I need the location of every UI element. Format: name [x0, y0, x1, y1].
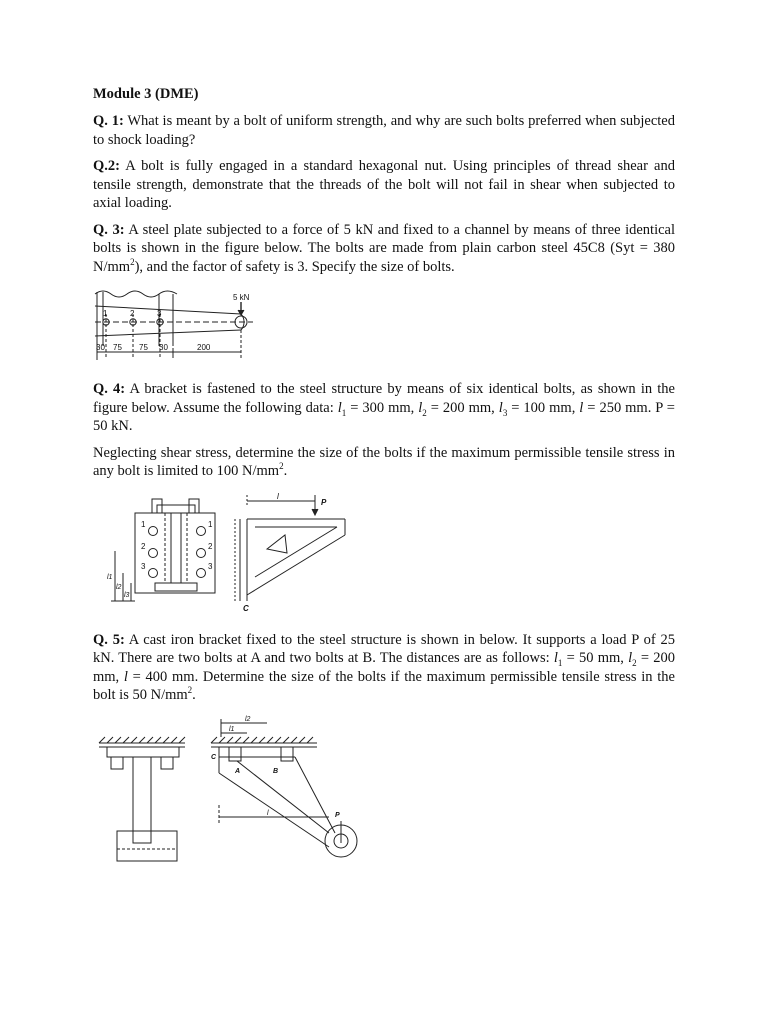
figure-q3-dim-30b: 30: [159, 343, 168, 352]
question-4-l1-val: = 300 mm,: [346, 399, 419, 416]
question-5-l-val: = 400 mm. Determine the size of the bolts if the maximum permissible tensile stress in the bolt is 50 N/mm: [93, 668, 675, 703]
question-3-text-b: ), and the factor of safety is 3. Specify the size of bolts.: [134, 258, 455, 275]
question-5-label: Q. 5:: [93, 631, 125, 648]
question-4-paragraph-2: [93, 444, 675, 481]
figure-q3-dim-75b: 75: [139, 343, 148, 352]
figure-q3-plate-bolts: [93, 286, 283, 366]
question-4-para2-sup: 2: [279, 461, 284, 472]
module-title: Module 3 (DME): [93, 86, 199, 102]
question-4-l3: l: [498, 399, 503, 416]
figure-q3-bolt-3: 3: [157, 309, 162, 318]
figure-q3-bolt-1: 1: [103, 309, 108, 318]
figure-q4-label-l3: l3: [124, 591, 130, 599]
question-2-text: A bolt is fully engaged in a standard hexagonal nut. Using principles of thread shear and tensile strength, demonstrate that the threads of the bolt will not fail in shear when subjected to axial loading.: [93, 158, 675, 211]
question-3-text-a: A steel plate subjected to a force of 5 kN and fixed to a channel by means of three identical bolts is shown in the figure below. The bolts are made from plain carbon steel 45C8 (Syt = 380 N/mm: [93, 221, 675, 275]
figure-q5-cast-iron-bracket: [97, 713, 340, 869]
figure-q3-force-label: 5 kN: [233, 293, 250, 302]
question-5-l: l: [123, 668, 128, 685]
question-5-sup: 2: [187, 685, 193, 696]
document-page: [93, 86, 675, 869]
figure-q4-bolt-3-right: 3: [208, 561, 213, 571]
question-4-para2-a: Neglecting shear stress, determine the size of the bolts if the maximum permissible tensile stress in any bolt is limited to 100 N/mm: [93, 444, 675, 479]
question-4-l2-sub: 2: [422, 407, 427, 418]
figure-q5-label-a: A: [235, 767, 241, 775]
question-5-text-b: .: [192, 687, 196, 703]
figure-q4-bracket: [105, 491, 405, 619]
question-3-label: Q. 3:: [93, 221, 125, 238]
figure-q4-bolt-1-right: 1: [208, 519, 213, 529]
figure-q4-label-p: P: [321, 497, 327, 507]
question-4-label: Q. 4:: [93, 381, 126, 397]
figure-q3-dim-30a: 30: [96, 343, 105, 352]
figure-q4-label-l2: l2: [116, 583, 122, 591]
figure-q5-label-b: B: [273, 767, 279, 775]
figure-q4-bolt-1-left: 1: [141, 519, 146, 529]
figure-q5-label-l2: l2: [245, 715, 251, 723]
figure-q3-bolt-2: 2: [130, 309, 135, 318]
question-4-para2-b: .: [283, 463, 288, 479]
question-4-l2-val: = 200 mm,: [426, 399, 499, 416]
question-3-sup: 2: [130, 256, 135, 267]
figure-q4-bolt-2-left: 2: [141, 541, 146, 551]
figure-q5-label-l: l: [267, 809, 269, 817]
question-5: [93, 631, 675, 705]
question-5-l2-val: = 200 mm,: [93, 650, 675, 685]
figure-q5-label-l1: l1: [229, 725, 235, 733]
figure-q3-dim-75a: 75: [113, 343, 122, 352]
question-1-text: What is meant by a bolt of uniform strength, and why are such bolts preferred when subjected to shock loading?: [93, 113, 675, 148]
question-4-l1-sub: 1: [341, 407, 347, 418]
figure-q4-label-c: C: [243, 603, 249, 613]
question-5-text-a: A cast iron bracket fixed to the steel structure is shown in below. It supports a load P of 25 kN. There are two bolts at A and two bolts at B. The distances are as follows:: [93, 631, 675, 666]
question-4-l1: l: [337, 399, 342, 416]
figure-q4-label-l1: l1: [107, 573, 113, 581]
question-5-l1-sub: 1: [557, 657, 563, 668]
question-2: [93, 157, 675, 213]
figure-q4-bolt-3-left: 3: [141, 561, 146, 571]
question-4-l3-sub: 3: [502, 407, 508, 418]
question-3: [93, 221, 675, 277]
question-1: [93, 112, 675, 149]
figure-q4-label-l: l: [277, 491, 279, 501]
question-5-l1: l: [553, 650, 558, 666]
question-1-label: Q. 1:: [93, 113, 124, 129]
question-4-l-val: = 250 mm. P = 50 kN.: [93, 399, 675, 434]
question-4-l3-val: = 100 mm,: [507, 399, 580, 416]
figure-q3-dim-200: 200: [197, 343, 211, 352]
question-2-label: Q.2:: [93, 158, 120, 174]
figure-q5-label-c: C: [211, 753, 217, 761]
figure-q5-label-p: P: [335, 811, 340, 819]
question-4-text-a: A bracket is fastened to the steel structure by means of six identical bolts, as shown in the figure below. Assume the following data:: [93, 381, 675, 416]
question-4: [93, 380, 675, 436]
question-5-l2-sub: 2: [632, 657, 637, 668]
figure-q4-bolt-2-right: 2: [208, 541, 213, 551]
question-4-l: l: [579, 399, 584, 416]
question-5-l1-val: = 50 mm,: [562, 650, 629, 666]
question-4-l2: l: [418, 399, 423, 416]
question-5-l2: l: [628, 650, 633, 666]
